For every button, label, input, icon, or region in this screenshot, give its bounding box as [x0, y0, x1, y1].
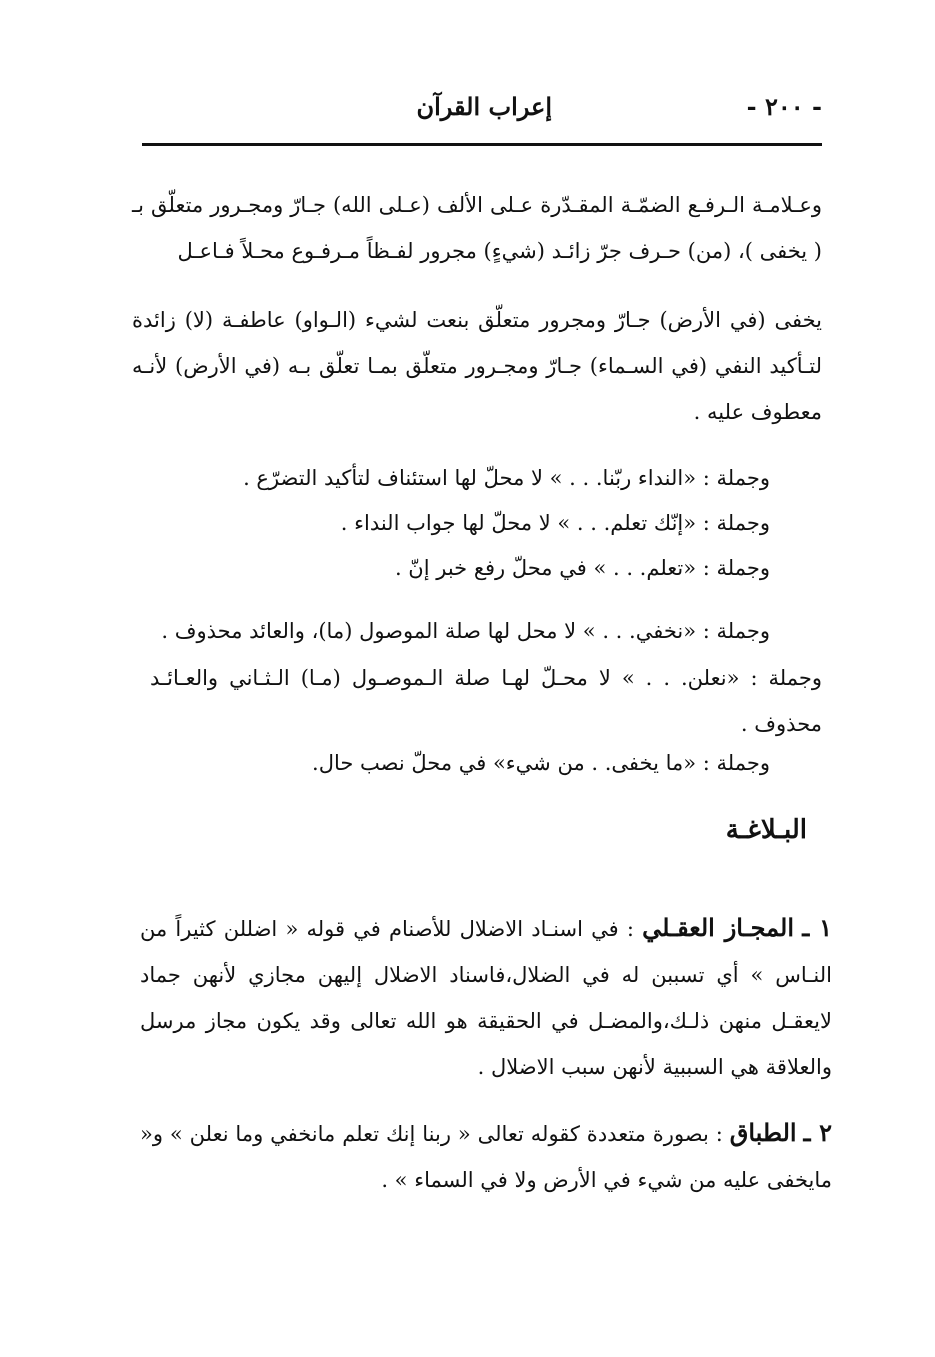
item-text: في اسنـاد الاضلال للأصنام في قوله « اضللن كثيراً من النـاس » أي تسببن له في الضلال،فاسناد الاضلال إليهن مجازي لأنهن جماد لايعقـل منهن ذلـك،والمضـل في الحقيقة هو الله تعالى وقد يكون مجاز مرسل والعلاقة هي السببية لأنهن سبب الاضلال . [140, 917, 832, 1079]
item-number: ١ ـ [802, 913, 832, 942]
second-paragraph: يخفى (في الأرض) جـارّ ومجرور متعلّق بنعت لشيء (الـواو) عاطفـة (لا) زائدة لتـأكيد النفي (في السـماء) جـارّ ومجـرور متعلّق بمـا تعلّق بـه (في الأرض) لأنـه معطوف عليه . [132, 308, 822, 424]
sentence-analysis: وجملة : «النداء ربّنا. . . » لا محلّ لها استئناف لتأكيد التضرّع . [243, 466, 770, 490]
header-rule [142, 143, 822, 146]
page-header [142, 92, 822, 132]
rhetoric-item [140, 905, 832, 1090]
page-number: - ٢٠٠ - [746, 92, 822, 121]
item-term: المجـاز العقـلي [642, 913, 794, 942]
item-text: بصورة متعددة كقوله تعالى « ربنا إنك تعلم مانخفي وما نعلن » و« مايخفى عليه من شيء في الأرض ولا في السماء » . [140, 1122, 832, 1192]
rhetoric-item [140, 1110, 832, 1203]
intro-paragraph: وعـلامـة الـرفـع الضمّـة المقـدّرة عـلى الألف (عـلى الله) جـارّ ومجـرور متعلّق بـ ( يخفى )، (من) حـرف جرّ زائـد (شيءٍ) مجرور لفـظاً مـرفـوع محـلاً فـاعـل [132, 193, 822, 263]
sentence-analysis: وجملة : «تعلم. . . » في محلّ رفع خبر إنّ . [394, 556, 770, 580]
item-number: ٢ ـ [803, 1118, 832, 1147]
sentence-analysis: وجملة : «نعلن. . . » لا محـلّ لهـا صلة الـموصـول (مـا) الـثـاني والعـائـد محذوف . [150, 666, 822, 736]
running-title: إعراب القرآن [416, 92, 552, 121]
item-term: الطباق [729, 1118, 797, 1147]
item-separator: : [715, 1122, 723, 1146]
item-separator: : [626, 917, 634, 941]
sentence-analysis: وجملة : «ما يخفى. . من شيء» في محلّ نصب حال. [312, 751, 770, 775]
sentence-analysis: وجملة : «نخفي. . . » لا محل لها صلة الموصول (ما)، والعائد محذوف . [161, 619, 770, 643]
section-heading-rhetoric: البـلاغـة [725, 815, 807, 845]
sentence-analysis: وجملة : «إنّك تعلم. . . » لا محلّ لها جواب النداء . [340, 511, 770, 535]
